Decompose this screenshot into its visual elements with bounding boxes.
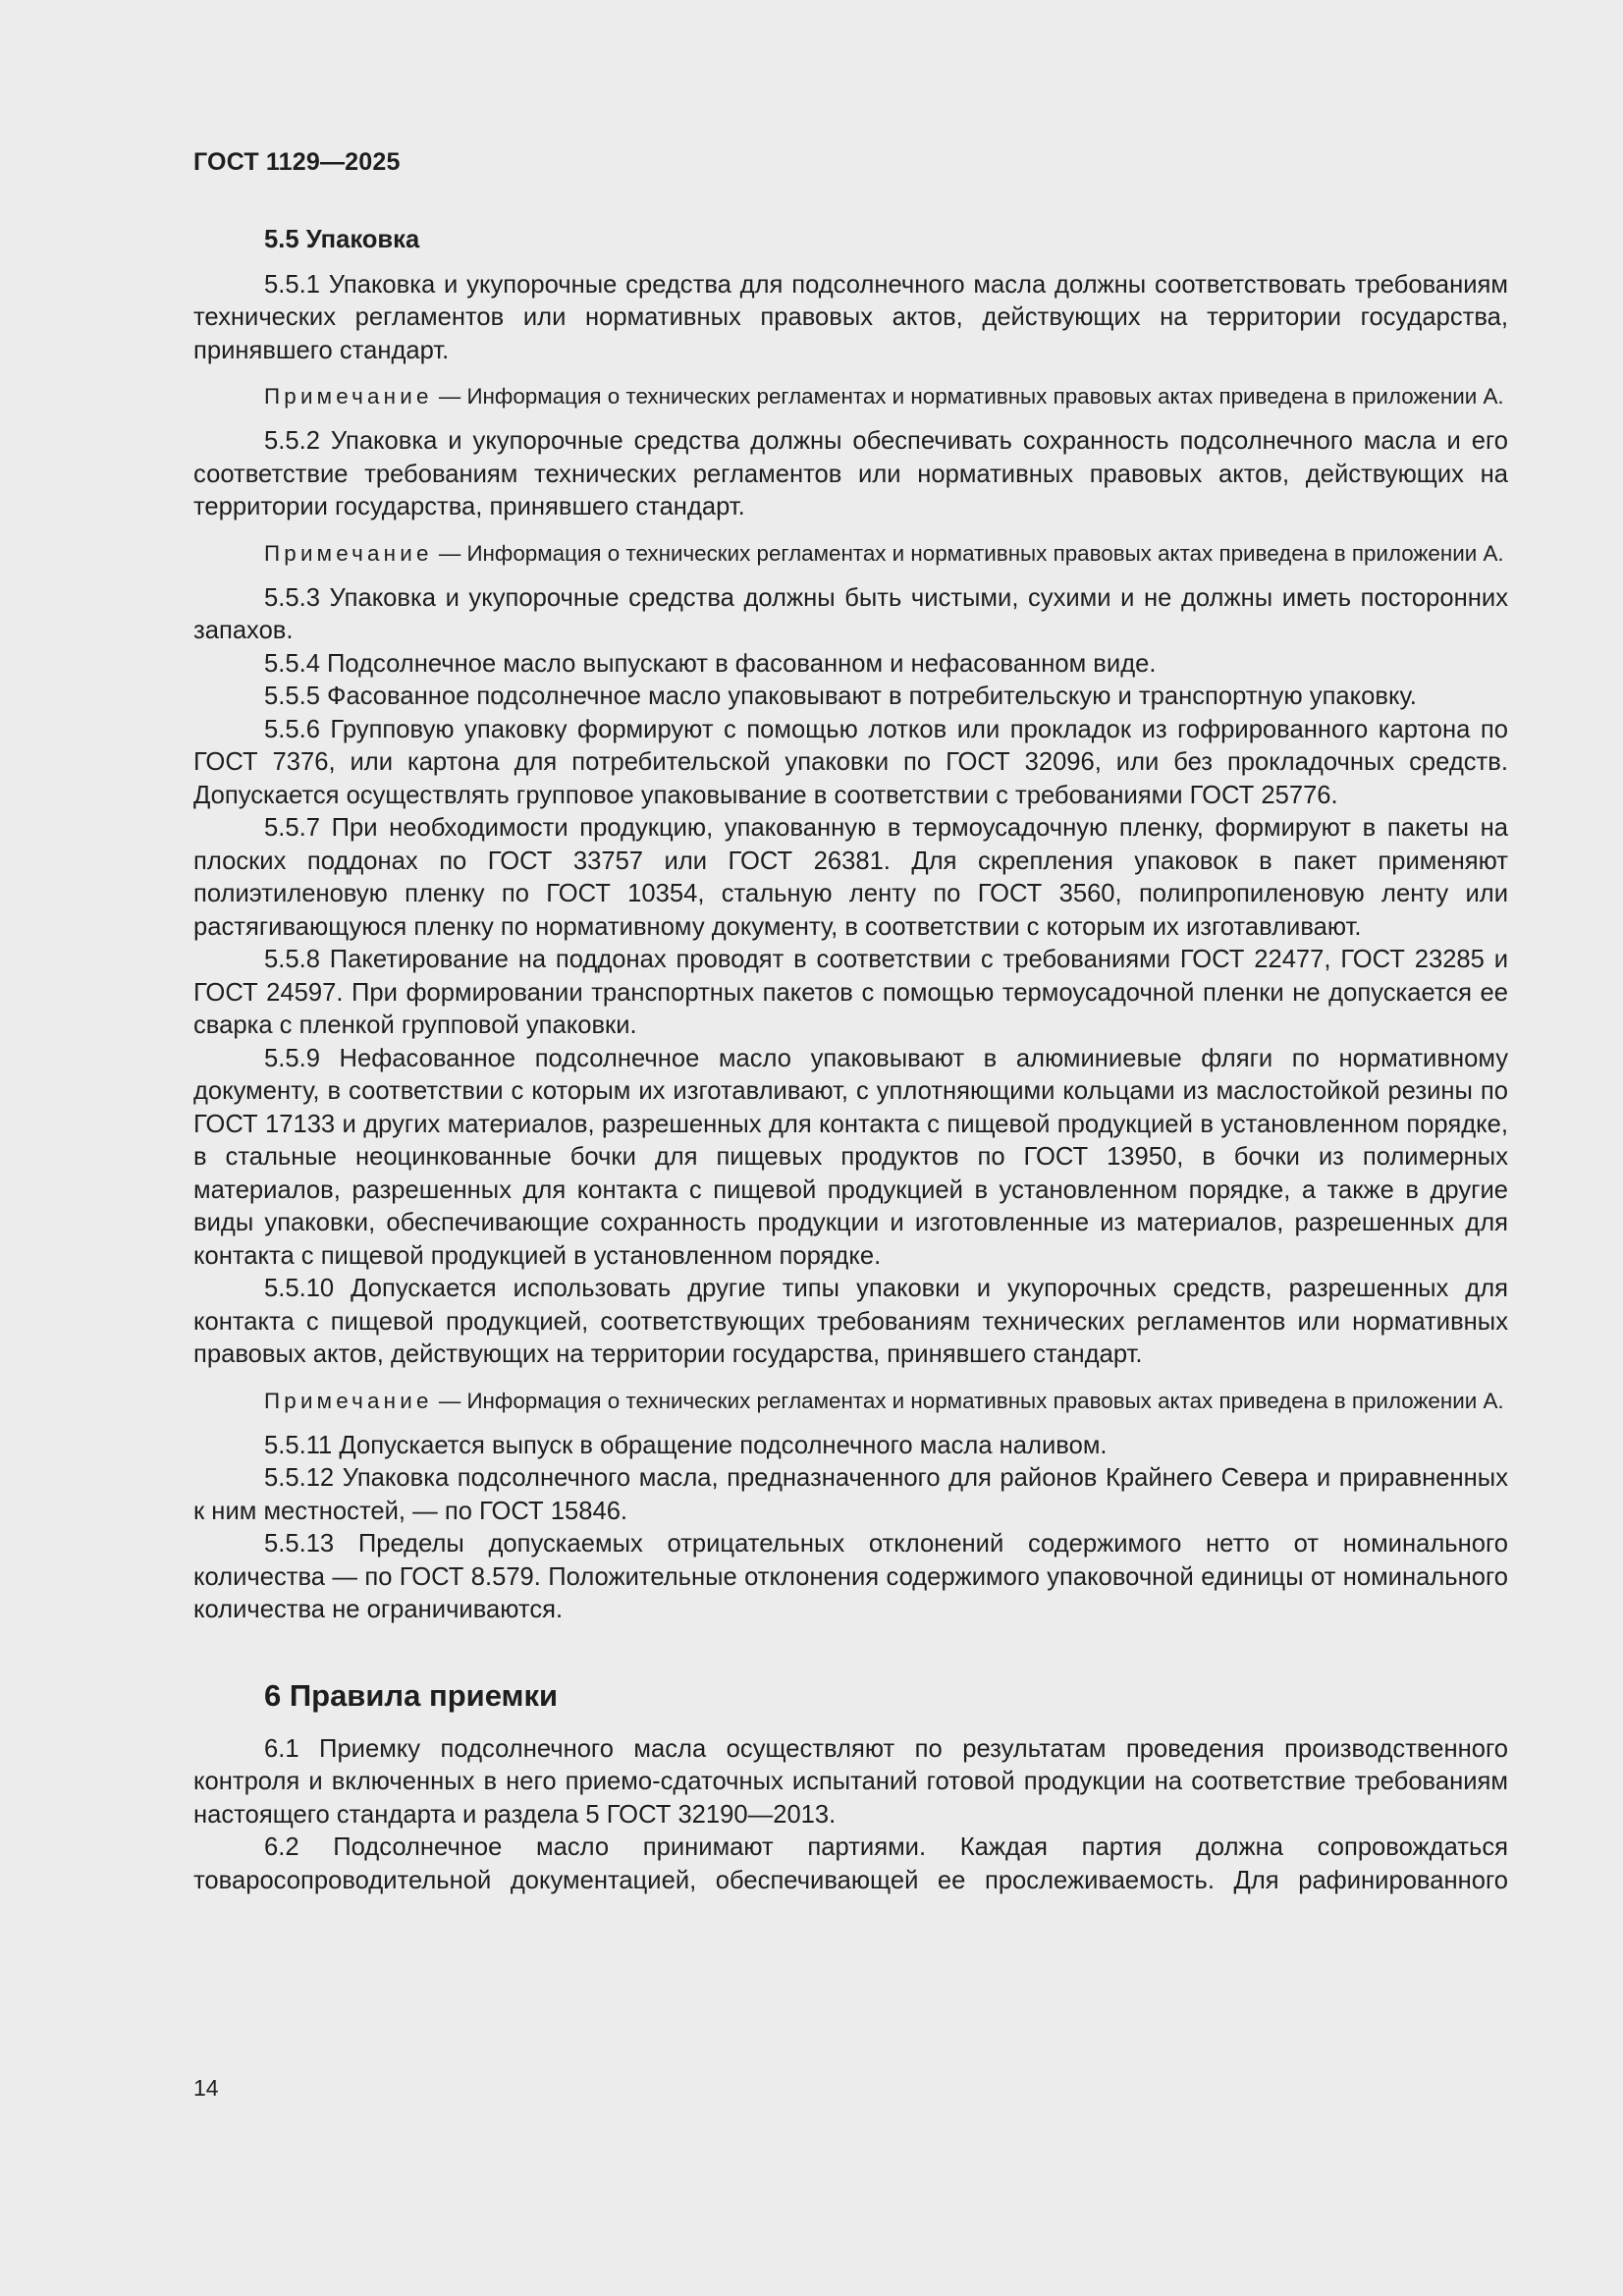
paragraph-6-2: 6.2 Подсолнечное масло принимают партиями. Каждая партия должна сопровождаться товаросопроводительной документацией, обеспечивающей ее прослеживаемость. Для рафинированного bbox=[193, 1833, 1508, 1894]
paragraph-5-5-9: 5.5.9 Нефасованное подсолнечное масло упаковывают в алюминиевые фляги по нормативному документу, в соответствии с которым их изготавливают, с уплотняющими кольцами из маслостойкой резины по ГОСТ 17133 и других материалов, разрешенных для контакта с пищевой продукцией в установленном порядке, в стальные неоцинкованные бочки для пищевых продуктов по ГОСТ 13950, в бочки из полимерных материалов, разрешенных для контакта с пищевой продукцией в установленном порядке, а также в другие виды упаковки, обеспечивающие сохранность продукции и изготовленные из материалов, разрешенных для контакта с пищевой продукцией в установленном порядке. bbox=[193, 1044, 1508, 1270]
note-1 bbox=[193, 381, 1508, 411]
paragraph-5-5-12: 5.5.12 Упаковка подсолнечного масла, предназначенного для районов Крайнего Севера и приравненных к ним местностей, — по ГОСТ 15846. bbox=[193, 1464, 1508, 1525]
paragraph-5-5-8: 5.5.8 Пакетирование на поддонах проводят в соответствии с требованиями ГОСТ 22477, ГОСТ 23285 и ГОСТ 24597. При формировании транспортных пакетов с помощью термоусадочной пленки не допускается ее сварка с пленкой групповой упаковки. bbox=[193, 946, 1508, 1039]
section-title: 6 Правила приемки bbox=[264, 1677, 559, 1713]
paragraph-5-5-4: 5.5.4 Подсолнечное масло выпускают в фасованном и нефасованном виде. bbox=[264, 649, 1157, 678]
paragraph-5-5-10: 5.5.10 Допускается использовать другие типы упаковки и укупорочных средств, разрешенных для контакта с пищевой продукцией, соответствующих требованиям технических регламентов или нормативных правовых актов, действующих на территории государства, принявшего стандарт. bbox=[193, 1275, 1508, 1368]
paragraph-6-1: 6.1 Приемку подсолнечного масла осуществляют по результатам проведения производственного контроля и включенных в него приемо-сдаточных испытаний готовой продукции на соответствие требованиям настоящего стандарта и раздела 5 ГОСТ 32190—2013. bbox=[193, 1734, 1508, 1829]
paragraph-5-5-2: 5.5.2 Упаковка и укупорочные средства должны обеспечивать сохранность подсолнечного масла и его соответствие требованиям технических регламентов или нормативных правовых актов, действующих на территории государства, принявшего стандарт. bbox=[193, 427, 1508, 520]
note-text: — Информация о технических регламентах и нормативных правовых актах приведена в приложении А. bbox=[438, 384, 1504, 409]
paragraph-5-5-13: 5.5.13 Пределы допускаемых отрицательных отклонений содержимого нетто от номинального количества — по ГОСТ 8.579. Положительные отклонения содержимого упаковочной единицы от номинального количества не ограничиваются. bbox=[193, 1530, 1508, 1623]
note-3 bbox=[193, 1386, 1508, 1416]
paragraph-5-5-3: 5.5.3 Упаковка и укупорочные средства должны быть чистыми, сухими и не должны иметь посторонних запахов. bbox=[193, 583, 1508, 644]
note-text: — Информация о технических регламентах и нормативных правовых актах приведена в приложении А. bbox=[438, 540, 1504, 566]
paragraph-5-5-7: 5.5.7 При необходимости продукцию, упакованную в термоусадочную пленку, формируют в пакеты на плоских поддонах по ГОСТ 33757 или ГОСТ 26381. Для скрепления упаковок в пакет применяют полиэтиленовую пленку по ГОСТ 10354, стальную ленту по ГОСТ 3560, полипропиленовую ленту или растягивающуюся пленку по нормативному документу, в соответствии с которым их изготавливают. bbox=[193, 814, 1508, 941]
paragraph-5-5-11: 5.5.11 Допускается выпуск в обращение подсолнечного масла наливом. bbox=[264, 1431, 1108, 1459]
note-text: — Информация о технических регламентах и нормативных правовых актах приведена в приложении А. bbox=[438, 1388, 1504, 1413]
document-header: ГОСТ 1129—2025 bbox=[193, 148, 401, 176]
page-number: 14 bbox=[193, 2075, 219, 2101]
paragraph-5-5-6: 5.5.6 Групповую упаковку формируют с помощью лотков или прокладок из гофрированного картона по ГОСТ 7376, или картона для потребительской упаковки по ГОСТ 32096, или без прокладочных средств. Допускается осуществлять групповое упаковывание в соответствии с требованиями ГОСТ 25776. bbox=[193, 715, 1508, 809]
note-label: Примечание bbox=[264, 1388, 433, 1413]
paragraph-5-5-1: 5.5.1 Упаковка и укупорочные средства для подсолнечного масла должны соответствовать требованиям технических регламентов или нормативных правовых актов, действующих на территории государства, принявшего стандарт. bbox=[193, 270, 1508, 364]
note-2 bbox=[193, 538, 1508, 569]
subsection-title: 5.5 Упаковка bbox=[264, 226, 420, 253]
document-body bbox=[193, 224, 1508, 1897]
paragraph-5-5-5: 5.5.5 Фасованное подсолнечное масло упаковывают в потребительскую и транспортную упаковку. bbox=[264, 683, 1417, 710]
note-label: Примечание bbox=[264, 540, 433, 566]
note-label: Примечание bbox=[264, 384, 433, 409]
